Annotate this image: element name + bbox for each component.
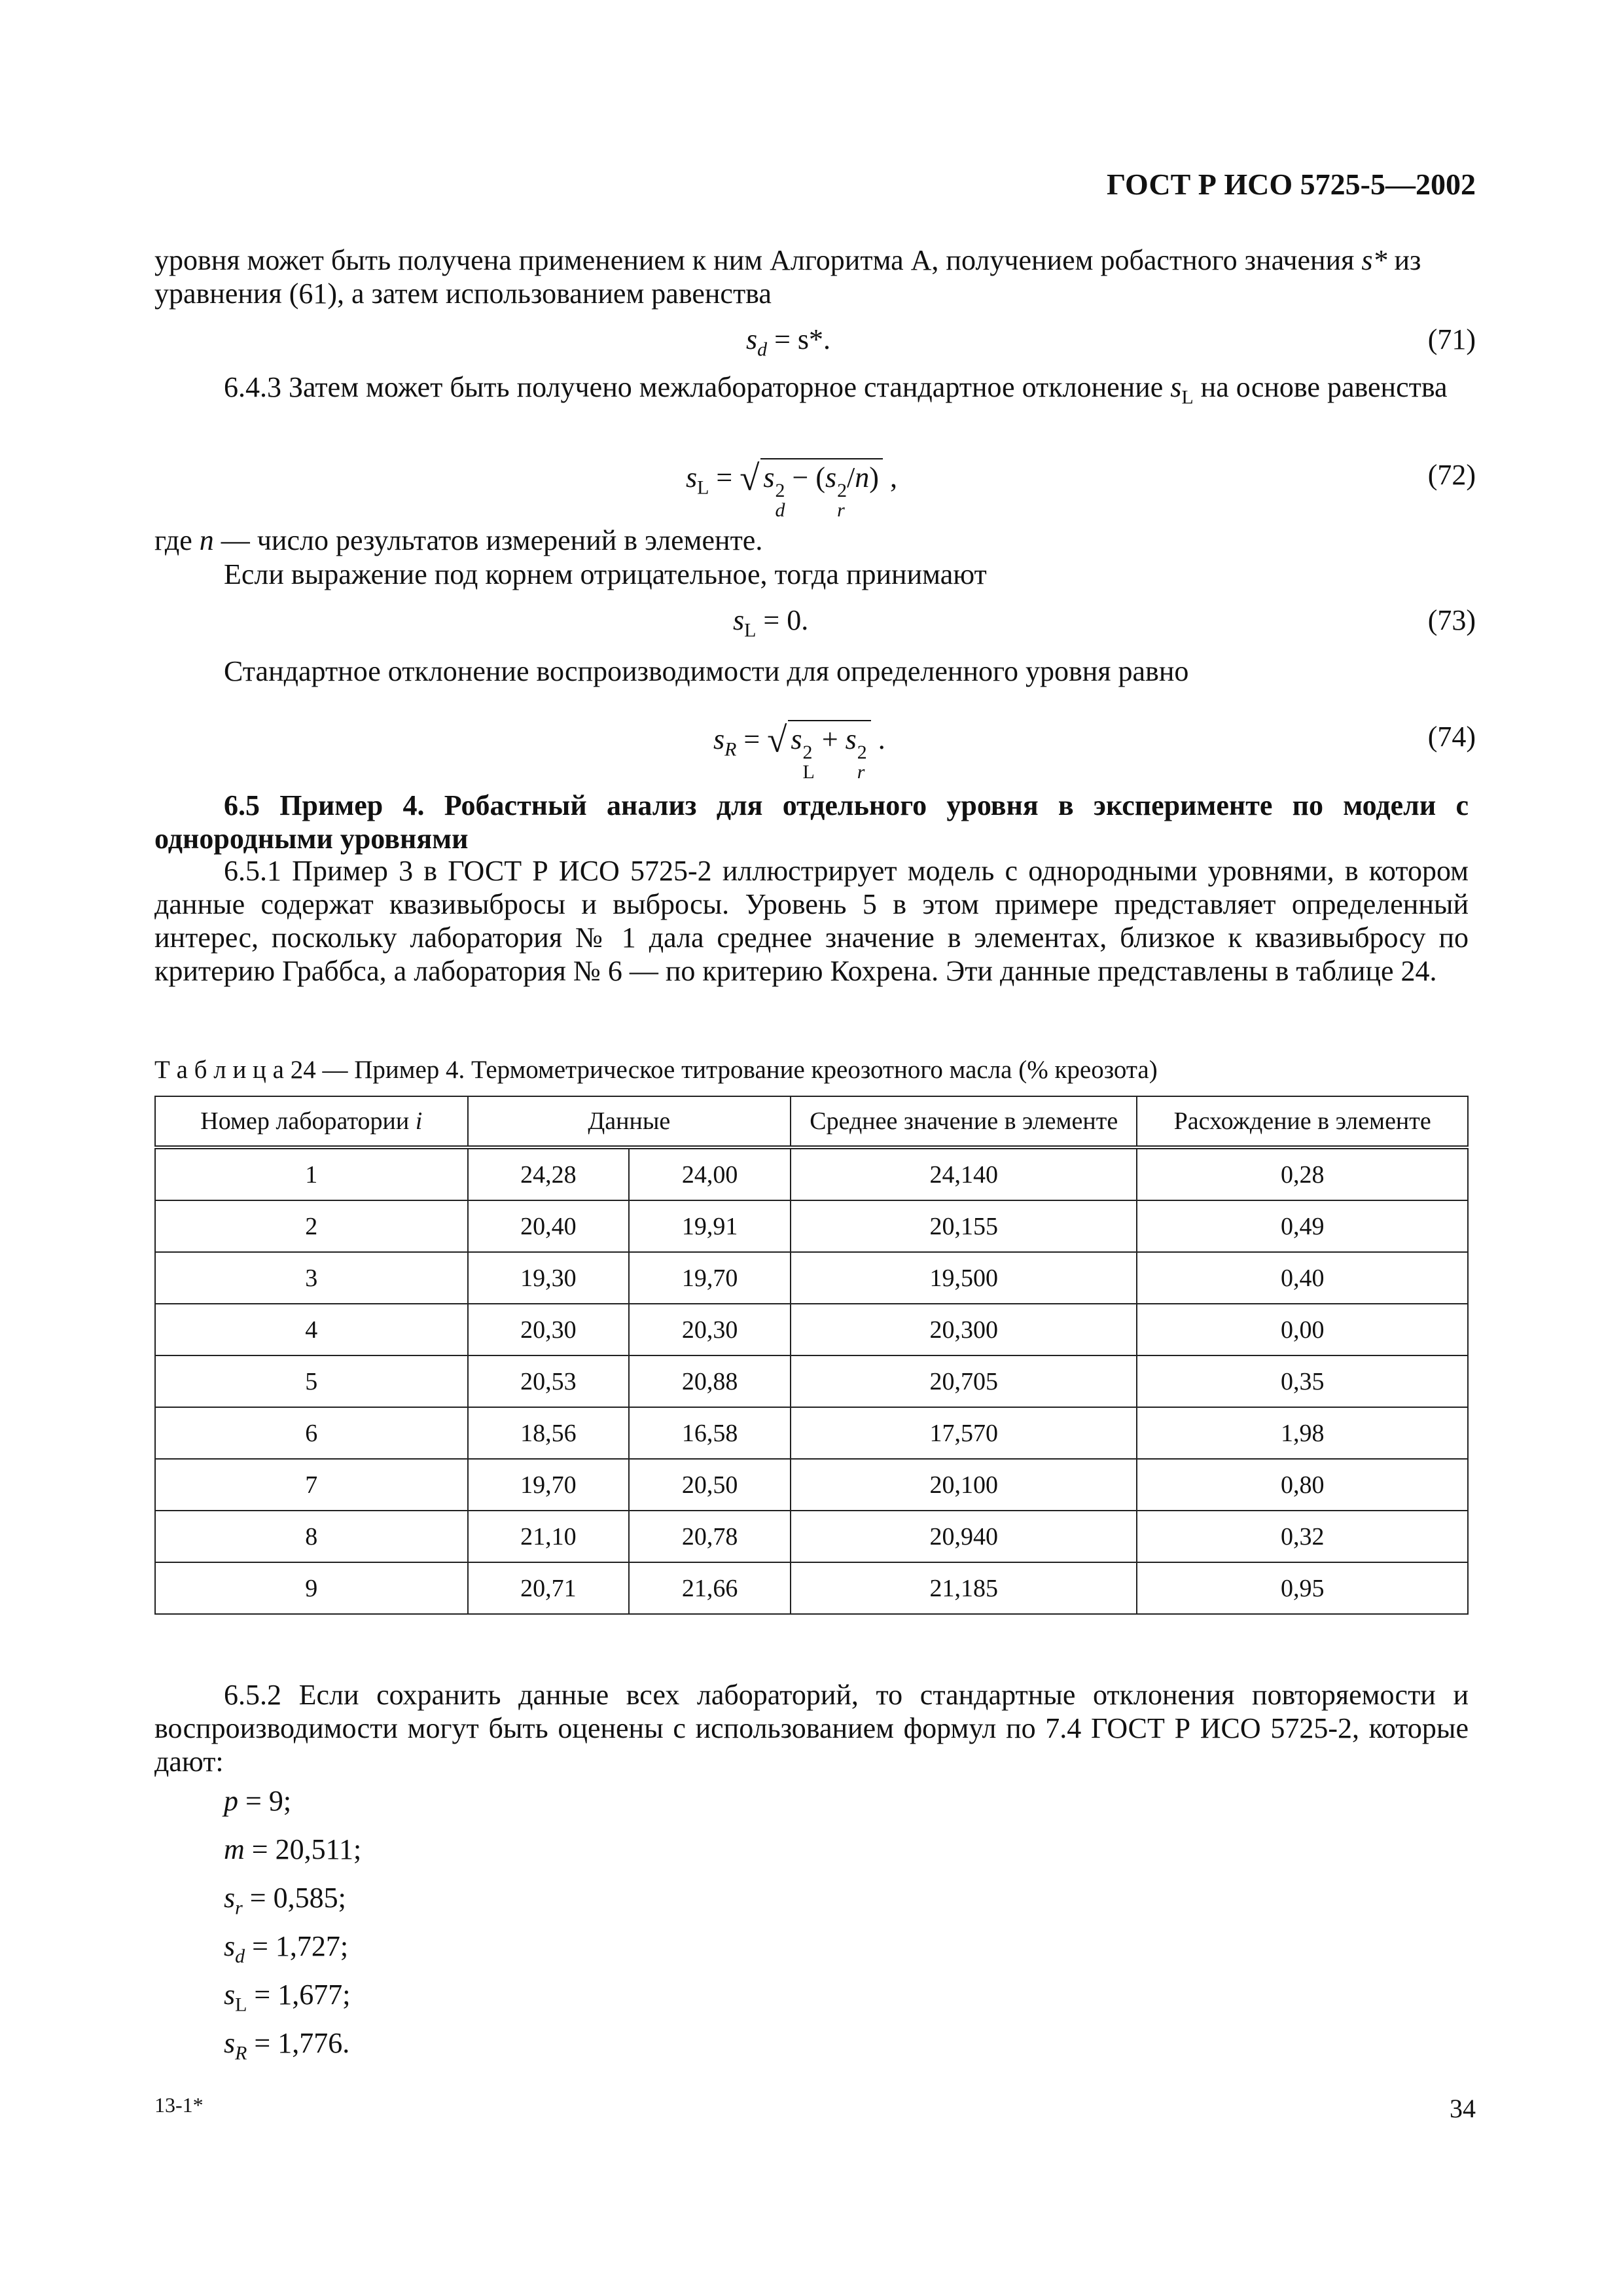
if-negative-line: Если выражение под корнем отрицательное, тогда принимают	[224, 558, 987, 590]
where-n-line: где n — число результатов измерений в элементе.	[154, 524, 763, 556]
reproducibility-line: Стандартное отклонение воспроизводимости для определенного уровня равно	[224, 655, 1189, 687]
header-data: Данные	[468, 1096, 791, 1147]
paragraph-6-5-1: 6.5.1 Пример 3 в ГОСТ Р ИСО 5725-2 иллюстрирует модель с однородными уровнями, в котором данные содержат квазивыбросы и выбросы. Уровень 5 в этом примере представляет определенный интерес, поскольку лаборатория № 1 дала среднее значение в элементах, близкое к квазивыбросу по критерию Граббса, а лаборатория № 6 — по критерию Кохрена. Эти данные представлены в таблице 24.	[154, 855, 1469, 987]
equation-71: $s_d = s*$.	[746, 323, 831, 361]
result-sL: $s_L = 1,677$;	[224, 1979, 351, 2016]
table-row	[155, 1304, 1468, 1355]
cell-d2: 24,00	[629, 1147, 791, 1200]
cell-mean: 17,570	[791, 1407, 1137, 1459]
table-caption: Т а б л и ц а 24 — Пример 4. Термометрическое титрование креозотного масла (% креозота)	[154, 1056, 1158, 1084]
equation-number-73: (73)	[1427, 604, 1476, 636]
table-row	[155, 1562, 1468, 1614]
result-m: m = 20,511;	[224, 1833, 362, 1865]
table-row	[155, 1355, 1468, 1407]
cell-mean: 20,940	[791, 1511, 1137, 1562]
cell-diff: 1,98	[1137, 1407, 1468, 1459]
cell-lab: 1	[155, 1147, 468, 1200]
cell-d2: 20,30	[629, 1304, 791, 1355]
table-row	[155, 1459, 1468, 1511]
page-number: 34	[1450, 2094, 1476, 2123]
cell-d1: 18,56	[468, 1407, 630, 1459]
result-sr: $s_r = 0,585$;	[224, 1882, 346, 1919]
section-6-5-title: 6.5 Пример 4. Робастный анализ для отдельного уровня в эксперименте по модели с однородными уровнями	[154, 789, 1469, 855]
document-code: ГОСТ Р ИСО 5725-5—2002	[1106, 168, 1476, 201]
cell-diff: 0,00	[1137, 1304, 1468, 1355]
paragraph-intro	[154, 243, 1469, 310]
table-header-row	[155, 1096, 1468, 1147]
cell-lab: 8	[155, 1511, 468, 1562]
footer-mark: 13-1*	[154, 2093, 204, 2117]
data-table	[154, 1096, 1469, 1615]
equation-number-71: (71)	[1427, 323, 1476, 355]
cell-mean: 19,500	[791, 1252, 1137, 1304]
cell-mean: 21,185	[791, 1562, 1137, 1614]
equation-number-72: (72)	[1427, 459, 1476, 491]
header-mean: Среднее значение в элементе	[791, 1096, 1137, 1147]
cell-d1: 19,30	[468, 1252, 630, 1304]
cell-mean: 20,705	[791, 1355, 1137, 1407]
cell-lab: 9	[155, 1562, 468, 1614]
equation-number-74: (74)	[1427, 721, 1476, 753]
cell-diff: 0,32	[1137, 1511, 1468, 1562]
cell-d2: 16,58	[629, 1407, 791, 1459]
equation-73: $s_L = 0$.	[733, 604, 809, 641]
paragraph-6-4-3: 6.4.3 Затем может быть получено межлабораторное стандартное отклонение $s_L$ на основе равенства	[224, 371, 1448, 408]
cell-d2: 20,50	[629, 1459, 791, 1511]
cell-d1: 20,53	[468, 1355, 630, 1407]
result-p: p = 9;	[224, 1785, 292, 1817]
equation-72: $s_L$ = √ s 2 d − (s 2 r /n) ,	[686, 457, 897, 521]
cell-d1: 20,71	[468, 1562, 630, 1614]
cell-lab: 7	[155, 1459, 468, 1511]
cell-lab: 5	[155, 1355, 468, 1407]
cell-lab: 4	[155, 1304, 468, 1355]
result-sd: $s_d = 1,727$;	[224, 1930, 349, 1967]
table-row	[155, 1147, 1468, 1200]
cell-diff: 0,80	[1137, 1459, 1468, 1511]
cell-lab: 3	[155, 1252, 468, 1304]
cell-d1: 20,30	[468, 1304, 630, 1355]
paragraph-6-5-2: 6.5.2 Если сохранить данные всех лабораторий, то стандартные отклонения повторяемости и воспроизводимости могут быть оценены с использованием формул по 7.4 ГОСТ Р ИСО 5725-2, которые дают:	[154, 1679, 1469, 1778]
header-diff: Расхождение в элементе	[1137, 1096, 1468, 1147]
cell-d2: 19,91	[629, 1200, 791, 1252]
intro-line-1: уровня может быть получена применением к ним Алгоритма А, получением робастного значения s* из	[154, 244, 1421, 276]
table-row	[155, 1252, 1468, 1304]
equation-74: $s_R$ = √ s 2 L + s 2 r .	[713, 719, 885, 783]
cell-mean: 20,300	[791, 1304, 1137, 1355]
table-row	[155, 1511, 1468, 1562]
cell-diff: 0,95	[1137, 1562, 1468, 1614]
cell-d1: 19,70	[468, 1459, 630, 1511]
cell-d2: 19,70	[629, 1252, 791, 1304]
cell-lab: 2	[155, 1200, 468, 1252]
intro-line-2: уравнения (61), а затем использованием равенства	[154, 278, 772, 310]
cell-mean: 20,100	[791, 1459, 1137, 1511]
cell-diff: 0,49	[1137, 1200, 1468, 1252]
cell-d1: 21,10	[468, 1511, 630, 1562]
cell-mean: 20,155	[791, 1200, 1137, 1252]
cell-diff: 0,28	[1137, 1147, 1468, 1200]
cell-d1: 24,28	[468, 1147, 630, 1200]
cell-diff: 0,35	[1137, 1355, 1468, 1407]
cell-d1: 20,40	[468, 1200, 630, 1252]
table-row	[155, 1407, 1468, 1459]
cell-d2: 20,78	[629, 1511, 791, 1562]
cell-mean: 24,140	[791, 1147, 1137, 1200]
cell-diff: 0,40	[1137, 1252, 1468, 1304]
table-row	[155, 1200, 1468, 1252]
cell-d2: 20,88	[629, 1355, 791, 1407]
cell-lab: 6	[155, 1407, 468, 1459]
cell-d2: 21,66	[629, 1562, 791, 1614]
result-sR: $s_R = 1,776$.	[224, 2027, 350, 2064]
header-lab: Номер лаборатории i	[155, 1096, 468, 1147]
